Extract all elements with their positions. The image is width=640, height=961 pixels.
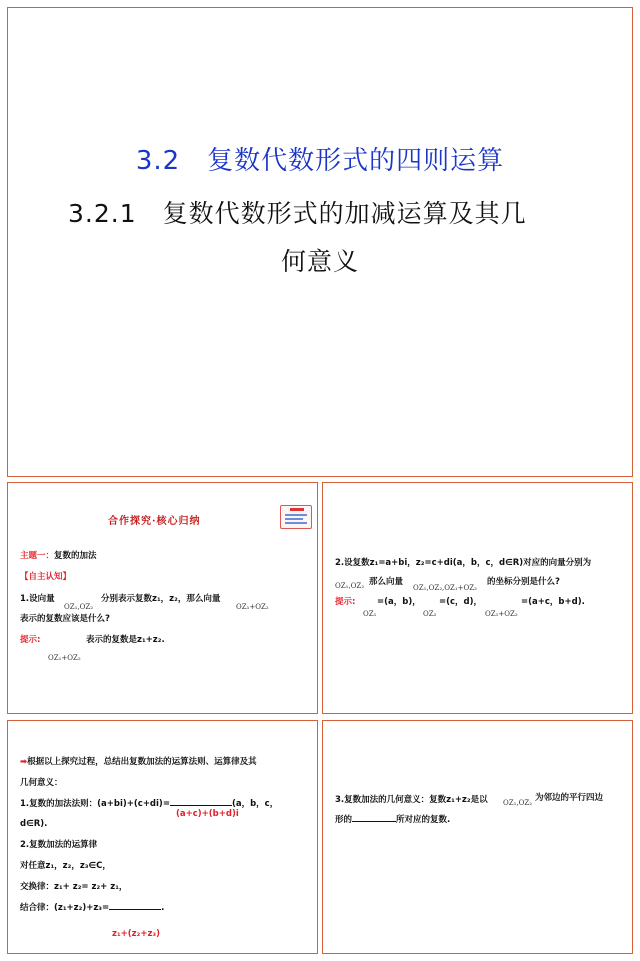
topic-text: 复数的加法 — [54, 551, 97, 561]
geo-part-b: 为邻边的平行四边 — [535, 793, 604, 803]
hint-label: 提示: — [20, 635, 41, 645]
banner-text: 合作探究·核心归纳 — [108, 516, 201, 527]
hint-text: 表示的复数是z₁+z₂. — [86, 635, 165, 645]
subtitle-line-1: 3.2.1 复数代数形式的加减运算及其几 — [68, 199, 527, 228]
arrow-right-icon: ➡ — [20, 757, 28, 767]
hint-part-3: =(a+c，b+d). — [521, 597, 585, 607]
q2-part-a: 2.设复数z₁=a+bi，z₂=c+di(a，b，c，d∈R)对应的向量分别为 — [335, 558, 592, 568]
summary-line-1: ➡根据以上探究过程，总结出复数加法的运算法则、运算律及其 — [20, 757, 257, 767]
hint-vector-2: OZ₂ — [423, 610, 437, 618]
q1-part-a: 1.设向量 — [20, 594, 55, 604]
logo-icon — [280, 505, 312, 529]
rule-line-1: 1.复数的加法法则：(a+bi)+(c+di)= (a，b，c， — [20, 799, 279, 809]
q1-part-c: 表示的复数应该是什么? — [20, 614, 110, 624]
hint-vector-1: OZ₁ — [363, 610, 377, 618]
q2-vector-b: OZ₁,OZ₂,OZ₁+OZ₂ — [413, 584, 477, 592]
slide-vector-coordinates — [322, 482, 633, 714]
rule-line-2: d∈R). — [20, 819, 48, 829]
slide-geometric-meaning — [322, 720, 633, 954]
geo-vector: OZ₁,OZ₂ — [503, 799, 533, 807]
slide-addition-intro — [7, 482, 318, 714]
associative-law: 结合律：(z₁+z₂)+z₃= . — [20, 903, 165, 913]
topic-label: 主题一： — [20, 551, 55, 561]
q2-part-b: 那么向量 — [369, 577, 404, 587]
hint-part-2: =(c，d)， — [439, 597, 483, 607]
q2-vector-a: OZ₁,OZ₂ — [335, 582, 365, 590]
laws-title: 2.复数加法的运算律 — [20, 840, 98, 850]
topic-heading — [20, 549, 97, 561]
hint-vector-3: OZ₁+OZ₂ — [485, 610, 518, 618]
summary-line-2: 几何意义： — [20, 778, 63, 788]
geo-line-2: 形的 所对应的复数. — [335, 815, 451, 825]
subtitle-line-2: 何意义 — [280, 247, 359, 276]
hint-part-1: =(a，b)， — [377, 597, 421, 607]
main-title: 3.2 复数代数形式的四则运算 — [135, 146, 505, 176]
commutative-law: 交换律：z₁+ z₂= z₂+ z₁， — [20, 882, 128, 892]
geo-part-a: 3.复数加法的几何意义：复数z₁+z₂是以 — [335, 795, 488, 805]
laws-any: 对任意z₁，z₂，z₃∈C， — [20, 861, 111, 871]
answer-associative: z₁+(z₂+z₃) — [112, 929, 161, 939]
answer-sum: (a+c)+(b+d)i — [176, 809, 239, 819]
q1-vector-1: OZ₁,OZ₂ — [64, 603, 94, 611]
slide-addition-rules — [7, 720, 318, 954]
q2-part-c: 的坐标分别是什么? — [487, 577, 560, 587]
title-slide — [7, 7, 633, 477]
section-heading: 【自主认知】 — [20, 572, 72, 582]
q1-vector-2: OZ₁+OZ₂ — [236, 603, 269, 611]
q1-part-b: 分别表示复数z₁，z₂，那么向量 — [101, 594, 221, 604]
hint-label: 提示: — [335, 597, 356, 607]
hint-vector: OZ₁+OZ₂ — [48, 654, 81, 662]
